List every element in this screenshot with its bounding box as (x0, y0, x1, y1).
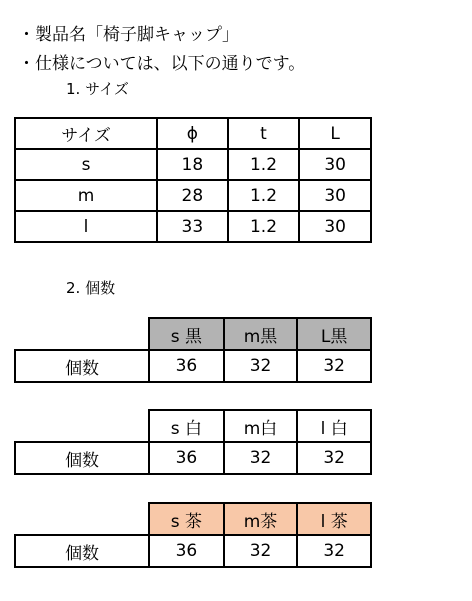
color-header-cell: s 黒 (149, 318, 224, 350)
size-cell: 1.2 (228, 211, 300, 242)
count-cell: 32 (224, 442, 298, 474)
count-cell: 36 (149, 350, 224, 382)
bullet-spec-note: ・仕様については、以下の通りです。 (18, 54, 306, 74)
size-table-header-row (15, 118, 371, 149)
color-header-cell: s 茶 (149, 503, 224, 535)
row-label-cell: 個数 (15, 350, 149, 382)
size-cell: 18 (157, 149, 228, 180)
bullet-product-name: ・製品名「椅子脚キャップ」 (18, 25, 239, 45)
color-header-cell: m茶 (224, 503, 298, 535)
color-header-cell: m白 (224, 410, 298, 442)
count-table-header-row (15, 318, 371, 350)
table-row (15, 180, 371, 211)
color-header-cell: s 白 (149, 410, 224, 442)
section1-title: 1. サイズ (66, 80, 129, 98)
size-header-cell: t (228, 118, 300, 149)
size-header-cell: L (299, 118, 371, 149)
color-header-cell: L黒 (297, 318, 371, 350)
table-row (15, 535, 371, 567)
count-table-header-row (15, 503, 371, 535)
count-cell: 32 (224, 535, 298, 567)
section2-title: 2. 個数 (66, 279, 116, 297)
size-cell: 30 (299, 211, 371, 242)
empty-corner-cell (15, 318, 149, 350)
size-cell: 30 (299, 149, 371, 180)
table-row (15, 350, 371, 382)
color-header-cell: l 茶 (297, 503, 371, 535)
count-cell: 32 (224, 350, 298, 382)
size-table (14, 117, 372, 243)
table-row (15, 442, 371, 474)
size-cell: 1.2 (228, 149, 300, 180)
empty-corner-cell (15, 503, 149, 535)
row-label-cell: 個数 (15, 442, 149, 474)
table-row (15, 149, 371, 180)
count-table-black (14, 317, 372, 383)
count-cell: 36 (149, 535, 224, 567)
table-row (15, 211, 371, 242)
count-cell: 32 (297, 442, 371, 474)
color-header-cell: l 白 (297, 410, 371, 442)
count-table-white (14, 409, 372, 475)
empty-corner-cell (15, 410, 149, 442)
size-cell: 1.2 (228, 180, 300, 211)
count-cell: 32 (297, 350, 371, 382)
count-table-header-row (15, 410, 371, 442)
count-table-brown (14, 502, 372, 568)
size-header-cell: ϕ (157, 118, 228, 149)
color-header-cell: m黒 (224, 318, 298, 350)
size-cell: m (15, 180, 157, 211)
count-cell: 36 (149, 442, 224, 474)
size-header-cell: サイズ (15, 118, 157, 149)
count-cell: 32 (297, 535, 371, 567)
size-cell: l (15, 211, 157, 242)
size-cell: 33 (157, 211, 228, 242)
size-cell: 30 (299, 180, 371, 211)
row-label-cell: 個数 (15, 535, 149, 567)
size-cell: s (15, 149, 157, 180)
size-cell: 28 (157, 180, 228, 211)
